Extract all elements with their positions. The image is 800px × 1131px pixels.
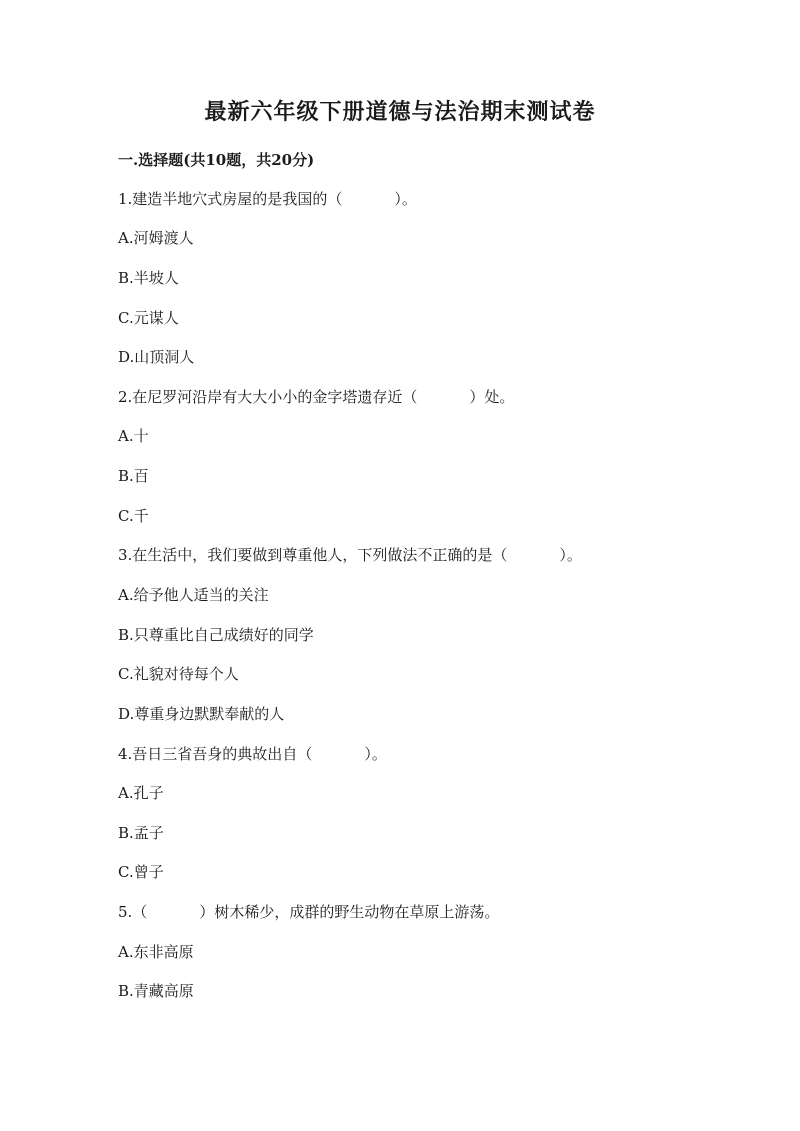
question-3-option-a: A.给予他人适当的关注: [118, 586, 269, 604]
question-4-option-b: B.孟子: [118, 824, 164, 842]
question-3-option-d: D.尊重身边默默奉献的人: [118, 705, 285, 723]
question-4-stem: [118, 744, 387, 764]
question-4-option-c: C.曾子: [118, 863, 164, 881]
question-stem-text: ）树木稀少，成群的野生动物在草原上游荡。: [199, 903, 500, 921]
question-5-stem: [118, 902, 499, 922]
question-2-stem: [118, 387, 514, 407]
question-stem-text: 5.（: [118, 903, 148, 921]
question-5-option-b: B.青藏高原: [118, 982, 194, 1000]
question-stem-text: ）。: [394, 190, 417, 208]
question-1-option-c: C.元谋人: [118, 309, 179, 327]
question-1-option-d: D.山顶洞人: [118, 348, 195, 366]
question-1-option-b: B.半坡人: [118, 269, 179, 287]
question-2-option-a: A.十: [118, 427, 149, 445]
question-3-option-c: C.礼貌对待每个人: [118, 665, 239, 683]
question-1-option-a: A.河姆渡人: [118, 229, 194, 247]
question-stem-text: ）。: [559, 546, 582, 564]
question-3-option-b: B.只尊重比自己成绩好的同学: [118, 626, 314, 644]
page-title: 最新六年级下册道德与法治期末测试卷: [204, 99, 596, 125]
question-2-option-c: C.千: [118, 507, 149, 525]
question-stem-text: 1.建造半地穴式房屋的是我国的（: [118, 190, 343, 208]
question-stem-text: 2.在尼罗河沿岸有大大小小的金字塔遗存近（: [118, 388, 418, 406]
question-stem-text: 3.在生活中，我们要做到尊重他人，下列做法不正确的是（: [118, 546, 508, 564]
question-3-stem: [118, 545, 582, 565]
question-5-option-a: A.东非高原: [118, 943, 194, 961]
question-2-option-b: B.百: [118, 467, 149, 485]
question-stem-text: ）。: [364, 745, 387, 763]
question-1-stem: [118, 189, 417, 209]
question-4-option-a: A.孔子: [118, 784, 164, 802]
section-heading: 一.选择题(共10题，共20分): [118, 151, 315, 169]
question-stem-text: ）处。: [469, 388, 515, 406]
question-stem-text: 4.吾日三省吾身的典故出自（: [118, 745, 313, 763]
